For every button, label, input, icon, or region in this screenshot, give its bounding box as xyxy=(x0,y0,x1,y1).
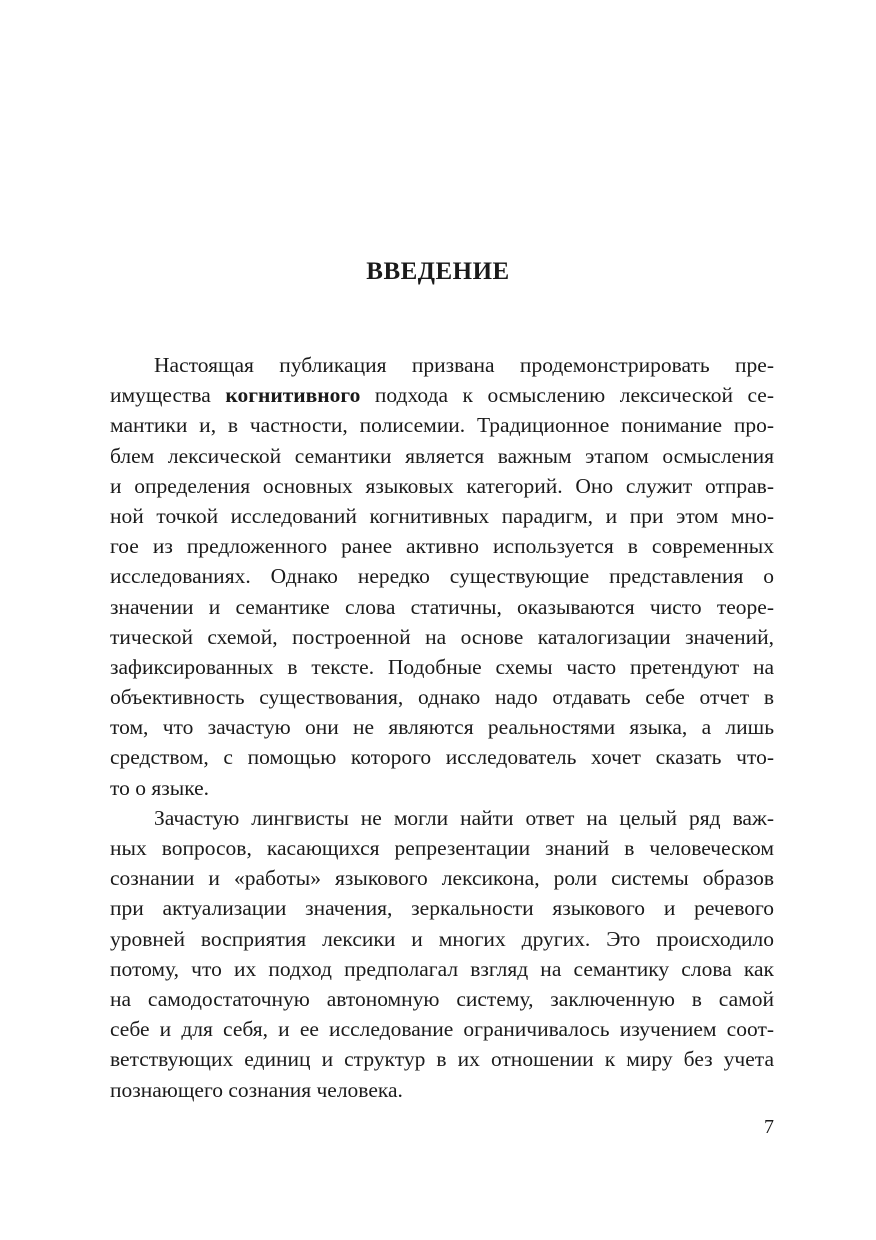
text-line: Настоящая публикация призвана продемонстрировать пре- xyxy=(154,353,774,377)
text-line: блем лексической семантики является важным этапом осмысления xyxy=(110,443,774,468)
text-line: и определения основных языковых категорий. Оно служит отправ- xyxy=(110,473,774,498)
text-line: потому, что их подход предполагал взгляд на семантику слова как xyxy=(110,956,774,981)
text-line: средством, с помощью которого исследователь хочет сказать что- xyxy=(110,745,774,770)
text-line: то о языке. xyxy=(110,775,210,800)
text-line: ных вопросов, касающихся репрезентации знаний в человеческом xyxy=(110,836,774,860)
text-line: ной точкой исследований когнитивных парадигм, и при этом мно- xyxy=(110,503,774,528)
body-text xyxy=(110,350,774,1105)
text-line: тической схемой, построенной на основе каталогизации значений, xyxy=(110,624,774,649)
text-fragment: подхода к осмыслению лексической се- xyxy=(360,383,774,408)
text-line: Зачастую лингвисты не могли найти ответ на целый ряд важ- xyxy=(154,805,774,830)
text-line: мантики и, в частности, полисемии. Традиционное понимание про- xyxy=(110,413,774,438)
paragraph-1 xyxy=(110,350,774,803)
text-line: на самодостаточную автономную систему, заключенную в самой xyxy=(110,986,774,1011)
text-line xyxy=(110,380,774,410)
text-line: зафиксированных в тексте. Подобные схемы часто претендуют на xyxy=(110,654,774,679)
text-line: при актуализации значения, зеркальности языкового и речевого xyxy=(110,896,774,921)
text-line: познающего сознания человека. xyxy=(110,1077,403,1102)
text-line: ветствующих единиц и структур в их отношении к миру без учета xyxy=(110,1047,774,1072)
text-line: себе и для себя, и ее исследование ограничивалось изучением соот- xyxy=(110,1017,774,1042)
chapter-heading: ВВЕДЕНИЕ xyxy=(366,258,510,285)
text-line: сознании и «работы» языкового лексикона, роли системы образов xyxy=(110,866,774,891)
text-line: гое из предложенного ранее активно используется в современных xyxy=(110,534,774,559)
paragraph-2 xyxy=(110,803,774,1105)
text-line: уровней восприятия лексики и многих других. Это происходило xyxy=(110,926,774,951)
text-line: исследованиях. Однако нередко существующие представления о xyxy=(110,564,774,589)
text-line: том, что зачастую они не являются реальностями языка, а лишь xyxy=(110,715,774,740)
text-line: объективность существования, однако надо отдавать себе отчет в xyxy=(110,685,774,710)
page-number: 7 xyxy=(764,1116,774,1138)
text-fragment: имущества xyxy=(110,383,226,408)
bold-term: когнитивного xyxy=(225,383,361,408)
text-line: значении и семантике слова статичны, оказываются чисто теоре- xyxy=(110,594,774,619)
